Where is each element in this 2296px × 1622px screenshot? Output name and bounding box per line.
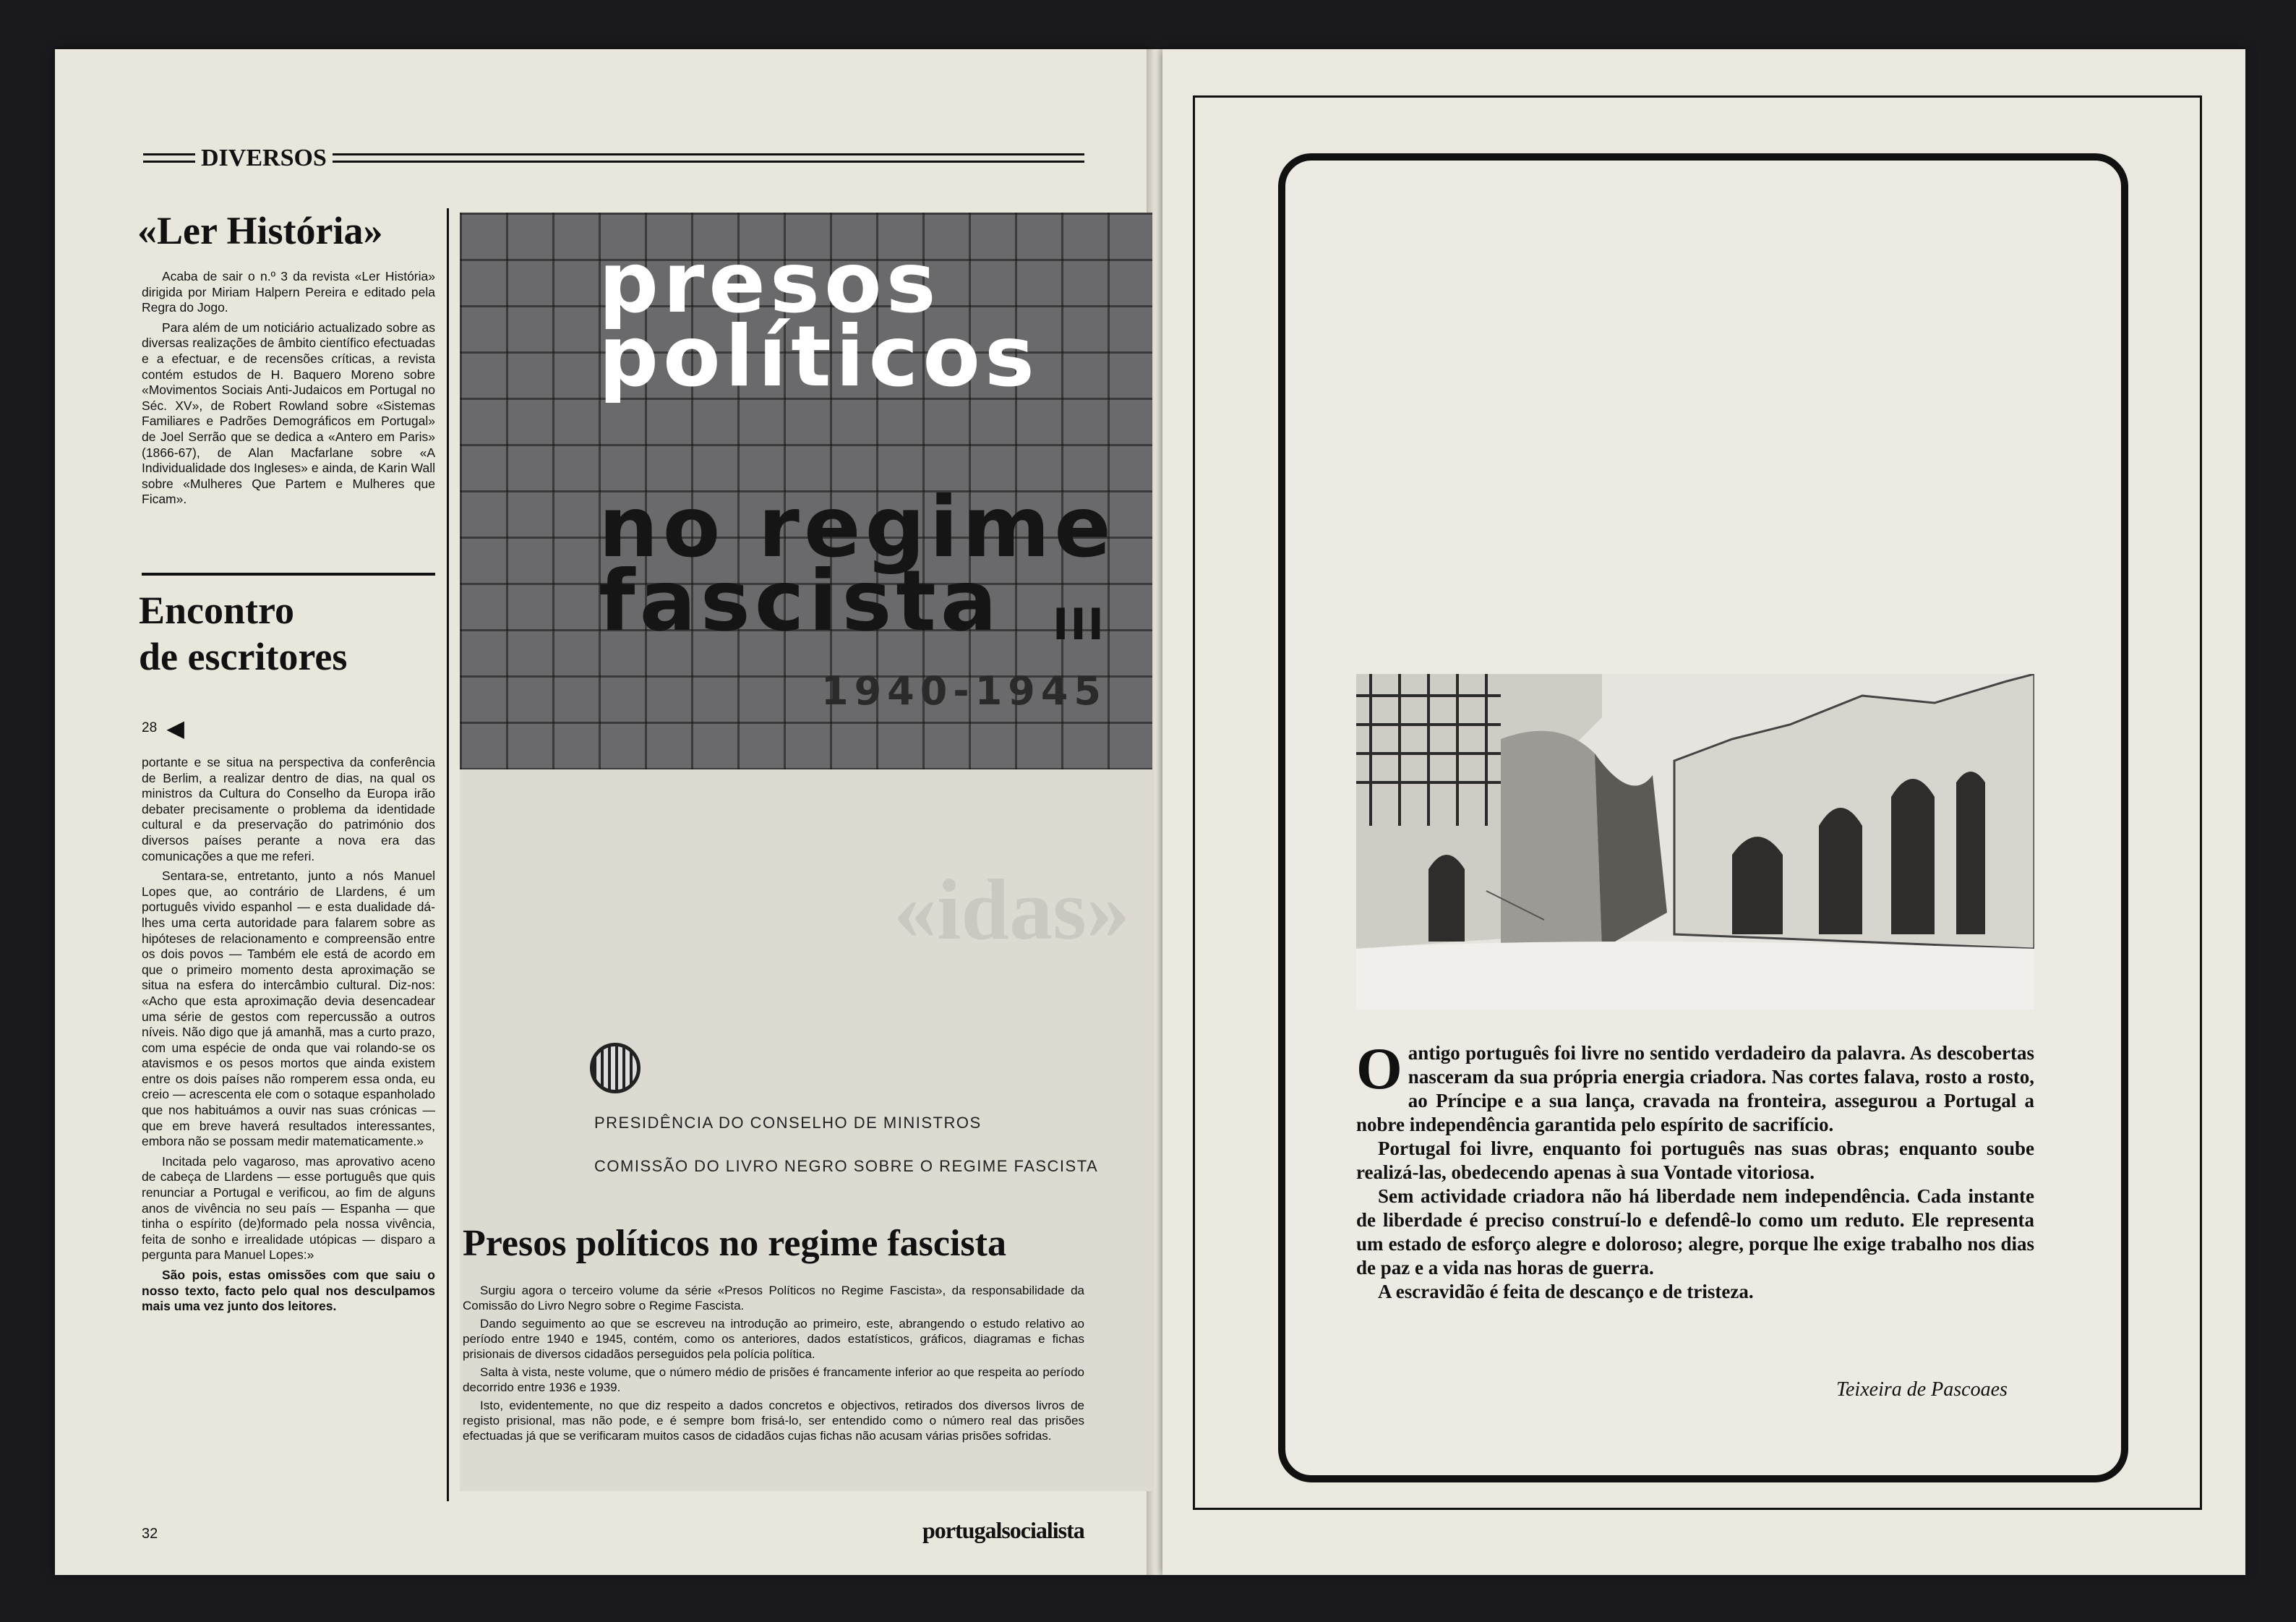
continued-from-marker: [142, 714, 184, 742]
article-ler-historia-body: [142, 269, 435, 512]
column-rule: [447, 208, 449, 1501]
title-line: Encontro: [139, 589, 295, 632]
article-title-encontro: [139, 587, 347, 680]
cover-caption: COMISSÃO DO LIVRO NEGRO SOBRE O REGIME FASCISTA: [594, 1157, 1099, 1175]
paragraph: Acaba de sair o n.º 3 da revista «Ler História» dirigida por Miriam Halpern Pereira e editado pela Regra do Jogo.: [142, 269, 435, 315]
pascoaes-quote: [1356, 1036, 2034, 1304]
coat-of-arms-icon: [590, 1043, 641, 1093]
cover-title-line: presos: [599, 234, 941, 332]
cover-title-line: no regime: [599, 479, 1115, 576]
cover-years: 1940-1945: [821, 668, 1107, 714]
paragraph: Surgiu agora o terceiro volume da série «Presos Políticos no Regime Fascista», da responsabilidade da Comissão do Livro Negro sobre o Regime Fascista.: [463, 1284, 1084, 1312]
article-divider: [142, 573, 435, 576]
article-presos-body: [463, 1283, 1084, 1446]
ruins-drawing: [1356, 674, 2034, 1010]
paragraph: Para além de um noticiário actualizado sobre as diversas realizações de âmbito científico efectuadas e a efectuar, e de recensões críticas, a revista contém estudos de H. Baquero Moreno sobre «Movimentos Sociais Anti-Judaicos em Portugal no Séc. XV», de Robert Rowland sobre «Sistemas Familiares e Padrões Demográficos em Portugal» de Joel Serrão que se dedica a «Antero em Paris» (1866-67), de Alan Macfarlane sobre «A Individualidade dos Ingleses» e ainda, de Karin Wall sobre «Mulheres Que Partem e Mulheres que Ficam».: [142, 320, 435, 507]
quote-paragraph: [1356, 1036, 2034, 1137]
cover-title-line: fascista: [599, 552, 1002, 650]
paragraph: Incitada pelo vagaroso, mas aprovativo aceno de cabeça de Llardens — esse português que quis renunciar a Portugal e verificou, ao fim de alguns anos de vivência no seu país — Espanha — que tinha o espírito (de)formado pela nossa vivência, feita de sonho e irrealidade utópicas — disparo a pergunta para Manuel Lopes:»: [142, 1153, 435, 1263]
paragraph: Isto, evidentemente, no que diz respeito a dados concretos e objectivos, retirados dos diversos livros de registo prisional, mas não pode, e é sempre bom frisá-lo, ser entendido como o número real das prisões efectuadas já que se verificaram muitos casos de cidadãos cujas fichas não acusam várias prisões sofridas.: [463, 1399, 1084, 1443]
section-label: DIVERSOS: [195, 145, 333, 172]
drop-cap: O: [1356, 1036, 1402, 1101]
quote-paragraph: Sem actividade criadora não há liberdade nem independência. Cada instante de liberdade é preciso construí-lo e defendê-lo como um reduto. Ele representa um estado de esforço alegre e doloroso; alegre, porque lhe exige trabalho nos dias de paz e a vida nas horas de guerra.: [1356, 1185, 2034, 1279]
closing-note: São pois, estas omissões com que saiu o nosso texto, facto pelo qual nos desculpamos mais uma vez junto dos leitores.: [142, 1268, 435, 1314]
cover-volume: III: [1053, 599, 1105, 650]
article-encontro-body: [142, 755, 435, 1319]
quote-author: Teixeira de Pascoaes: [1836, 1378, 2008, 1401]
cover-caption: PRESIDÊNCIA DO CONSELHO DE MINISTROS: [594, 1114, 982, 1132]
title-line: de escritores: [139, 635, 348, 678]
paragraph: Dando seguimento ao que se escreveu na introdução ao primeiro, este, abrangendo o estudo relativo ao período entre 1940 e 1945, contém, como os anteriores, dados estatísticos, gráficos, diagramas e fichas prisionais de diversos cidadãos perseguidos pela polícia política.: [463, 1317, 1084, 1361]
section-header: [143, 145, 1084, 171]
quote-paragraph: A escravidão é feita de descanço e de tristeza.: [1378, 1281, 1754, 1302]
paragraph: portante e se situa na perspectiva da conferência de Berlim, a realizar dentro de dias, na qual os ministros da Cultura do Conselho da Europa irão debater precisamente o problema da identidade cultural e da preservação do património dos diversos países perante a nova era das comunicações a que me referi.: [142, 755, 435, 863]
quote-text: antigo português foi livre no sentido verdadeiro da palavra. As descobertas nasceram da sua própria energia criadora. Nas cortes falava, rosto a rosto, ao Príncipe e a sua lança, cravada na fronteira, assegurou a Portugal a nobre independência garantida pelo espírito de sacrifício.: [1356, 1042, 2034, 1135]
cover-title-line: políticos: [599, 308, 1039, 406]
quote-paragraph: Portugal foi livre, enquanto foi português nas suas obras; enquanto soube realizá-las, obedecendo apenas à sua Vontade vitoriosa.: [1356, 1137, 2034, 1183]
publication-logo: portugalsocialista: [922, 1517, 1084, 1543]
article-title-presos: Presos políticos no regime fascista: [463, 1223, 1006, 1264]
paragraph: Sentara-se, entretanto, junto a nós Manuel Lopes que, ao contrário de Llardens, é um português vivido espanhol — e esta dualidade dá-lhes uma certa autoridade para falarem sobre as hipóteses de relacionamento e compreensão entre os dois povos — Também ele está de acordo em que o primeiro momento desta aproximação se situa na esfera do intercâmbio cultural. Diz-nos: «Acho que esta aproximação devia desencadear uma série de gestos com repercussão a outros níveis. Não digo que já amanhã, mas a curto prazo, com uma espécie de onda que vai rolando-se os atavismos e os pesos mortos que ainda existem entre os dois países não romperem essa onda, eu creio — acrescenta ele com o sotaque espanholado que nos habituámos a ouvir nas suas crónicas — que em breve haverá resultados interessantes, embora não se possam medir matematicamente.»: [142, 868, 435, 1149]
page-number: 32: [142, 1526, 158, 1542]
fortress-illustration: [1356, 674, 2034, 1010]
show-through-text: «idas»: [894, 861, 1130, 957]
paragraph: Salta à vista, neste volume, que o número médio de prisões é francamente inferior ao que respeita ao período decorrido entre 1936 e 1939.: [463, 1365, 1084, 1394]
continued-page-number: 28: [142, 720, 158, 736]
article-title-ler-historia: «Ler História»: [137, 209, 383, 252]
arrow-left-icon: ◀: [166, 715, 185, 741]
